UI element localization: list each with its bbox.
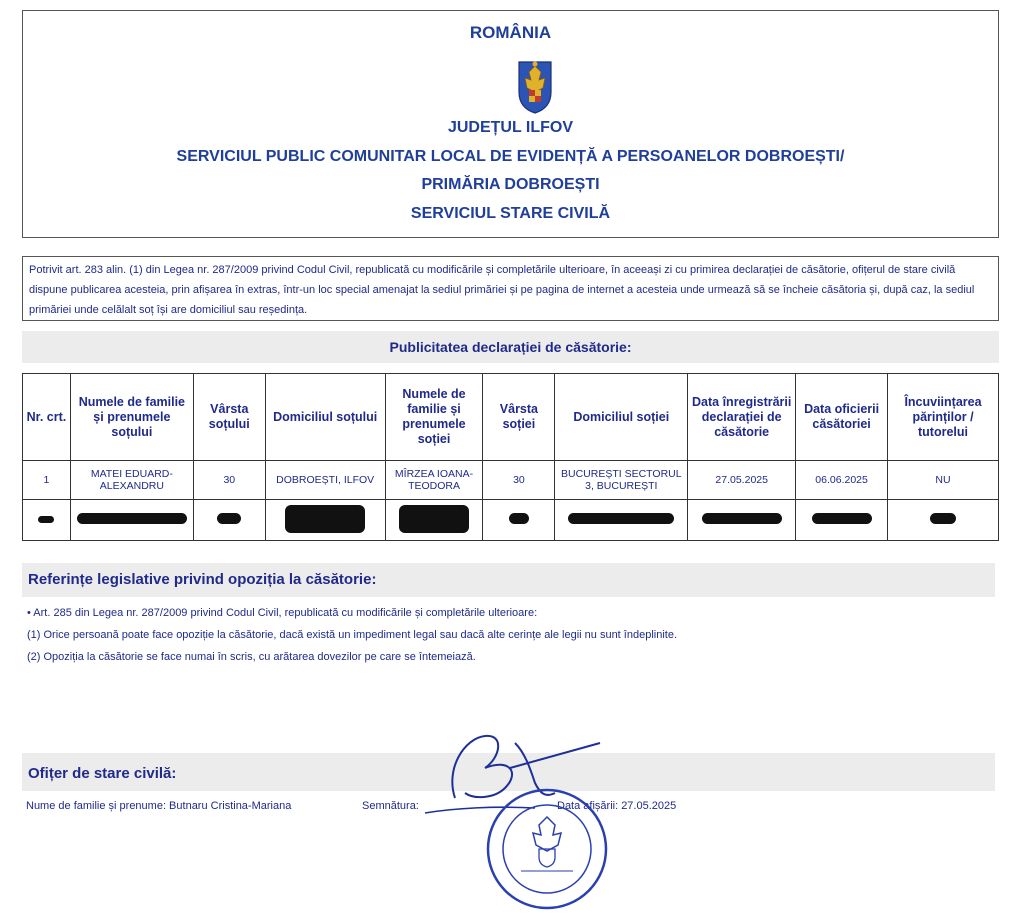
table-cell: 06.06.2025: [796, 461, 888, 500]
redacted-cell: [23, 500, 71, 541]
redacted-cell: [70, 500, 193, 541]
col-header: Data oficierii căsătoriei: [796, 374, 888, 461]
redacted-cell: [555, 500, 688, 541]
legal-item: • Art. 285 din Legea nr. 287/2009 privind Codul Civil, republicată cu modificările și completările ulterioare:: [27, 607, 538, 619]
legal-title: Referințe legislative privind opoziția la căsătorie:: [28, 571, 377, 588]
redaction-mark: [217, 513, 241, 524]
table-row: [23, 461, 999, 500]
signature-label: Semnătura:: [362, 800, 419, 812]
service-title-line1: SERVICIUL PUBLIC COMUNITAR LOCAL DE EVIDENȚĂ A PERSOANELOR DOBROEȘTI/: [176, 148, 845, 165]
col-header: Vârsta soției: [483, 374, 555, 461]
intro-paragraph: Potrivit art. 283 alin. (1) din Legea nr. 287/2009 privind Codul Civil, republicată cu modificările și completările ulterioare, în aceeași zi cu primirea declarației de căsătorie, ofițerul de stare civilă dispune publicarea acesteia, prin afișarea în extras, într-un loc special amenajat la sediul primăriei și pe pagina de internet a acesteia unde urmează să se încheie căsătoria și, după caz, la sediul primăriei unde celălalt soț își are domiciliul sau reședința.: [22, 256, 999, 321]
col-header: Numele de familie și prenumele soției: [385, 374, 483, 461]
col-header: Domiciliul soțului: [265, 374, 385, 461]
col-header: Domiciliul soției: [555, 374, 688, 461]
coat-of-arms-icon: [515, 58, 555, 114]
table-cell: 30: [483, 461, 555, 500]
table-cell: MATEI EDUARD-ALEXANDRU: [70, 461, 193, 500]
redaction-mark: [285, 505, 365, 533]
redaction-mark: [38, 516, 54, 523]
redaction-mark: [399, 505, 469, 533]
redaction-mark: [509, 513, 529, 524]
marriage-declaration-table: [22, 373, 999, 541]
redaction-mark: [77, 513, 187, 524]
civil-registry-stamp-icon: [485, 787, 609, 911]
department-title: SERVICIUL STARE CIVILĂ: [410, 205, 611, 222]
table-cell: BUCUREȘTI SECTORUL 3, BUCUREȘTI: [555, 461, 688, 500]
officer-name: Nume de familie și prenume: Butnaru Cristina-Mariana: [26, 800, 292, 812]
posting-date: Data afișării: 27.05.2025: [557, 800, 677, 812]
redacted-cell: [385, 500, 483, 541]
table-header-row: [23, 374, 999, 461]
county-title: JUDEȚUL ILFOV: [447, 119, 574, 136]
redaction-mark: [930, 513, 956, 524]
header-box: [22, 10, 999, 238]
col-header: Nr. crt.: [23, 374, 71, 461]
publicity-title: Publicitatea declarației de căsătorie:: [389, 339, 632, 355]
redaction-mark: [812, 513, 872, 524]
redacted-cell: [265, 500, 385, 541]
redacted-cell: [888, 500, 999, 541]
table-cell: DOBROEȘTI, ILFOV: [265, 461, 385, 500]
legal-item: (1) Orice persoană poate face opoziție la căsătorie, dacă există un impediment legal sau dacă alte cerințe ale legii nu sunt îndeplinite.: [27, 629, 677, 641]
col-header: Încuviințarea părinților / tutorelui: [888, 374, 999, 461]
redaction-mark: [702, 513, 782, 524]
col-header: Vârsta soțului: [193, 374, 265, 461]
publicity-section-bar: [22, 331, 999, 363]
table-cell: NU: [888, 461, 999, 500]
col-header: Numele de familie și prenumele soțului: [70, 374, 193, 461]
table-cell: 27.05.2025: [688, 461, 796, 500]
country-title: ROMÂNIA: [469, 23, 552, 42]
legal-item: (2) Opoziția la căsătorie se face numai în scris, cu arătarea dovezilor pe care se întemeiază.: [27, 651, 476, 663]
service-title-line2: PRIMĂRIA DOBROEȘTI: [421, 176, 600, 193]
redacted-cell: [483, 500, 555, 541]
table-cell: 1: [23, 461, 71, 500]
col-header: Data înregistrării declarației de căsătorie: [688, 374, 796, 461]
redacted-row: [23, 500, 999, 541]
legal-section-bar: [22, 563, 995, 597]
table-cell: 30: [193, 461, 265, 500]
redacted-cell: [796, 500, 888, 541]
redaction-mark: [568, 513, 674, 524]
redacted-cell: [193, 500, 265, 541]
table-cell: MÎRZEA IOANA-TEODORA: [385, 461, 483, 500]
officer-title: Ofițer de stare civilă:: [28, 765, 177, 782]
redacted-cell: [688, 500, 796, 541]
